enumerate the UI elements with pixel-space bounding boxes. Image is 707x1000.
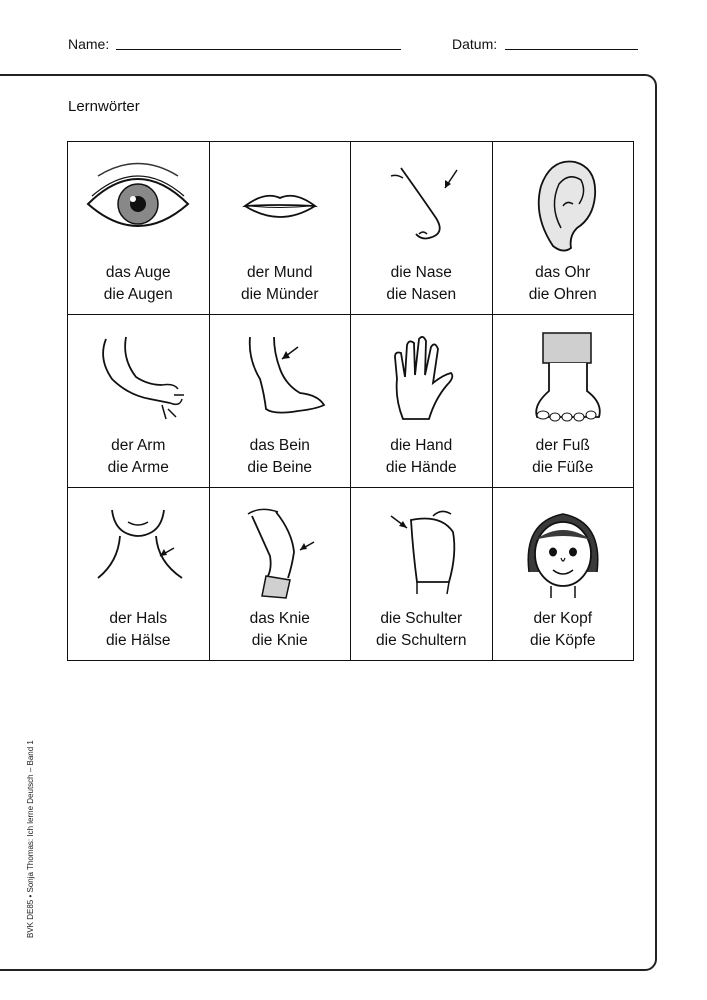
- date-label: Datum:: [452, 36, 498, 52]
- mouth-icon: [220, 156, 340, 256]
- vocab-card: [68, 488, 210, 661]
- shoulder-icon: [361, 502, 481, 602]
- singular-label: der Hals: [109, 610, 168, 627]
- arm-icon: [78, 329, 198, 429]
- leg-icon: [220, 329, 340, 429]
- plural-label: die Ohren: [528, 286, 597, 303]
- eye-icon: [78, 156, 198, 256]
- head-icon: [503, 502, 623, 602]
- ear-icon: [503, 156, 623, 256]
- section-heading: Lernwörter: [68, 98, 140, 115]
- singular-label: der Arm: [111, 437, 166, 454]
- vocabulary-grid: [67, 141, 634, 661]
- hand-icon: [361, 329, 481, 429]
- plural-label: die Füße: [532, 459, 594, 476]
- vocab-card: [210, 488, 352, 661]
- date-field-line[interactable]: [505, 49, 638, 50]
- vocab-card: [493, 488, 635, 661]
- singular-label: das Bein: [249, 437, 310, 454]
- vocab-card: [493, 142, 635, 315]
- vocab-card: [351, 142, 493, 315]
- side-credit: BVK DE85 • Sonja Thomas: Ich lerne Deutsch – Band 1: [26, 740, 35, 938]
- neck-icon: [78, 502, 198, 602]
- plural-label: die Beine: [247, 459, 313, 476]
- singular-label: die Hand: [390, 437, 453, 454]
- singular-label: die Schulter: [380, 610, 463, 627]
- worksheet-header: [0, 36, 707, 60]
- vocab-card: [210, 142, 352, 315]
- nose-icon: [361, 156, 481, 256]
- singular-label: das Ohr: [535, 264, 591, 281]
- vocab-card: [351, 488, 493, 661]
- name-label: Name:: [68, 36, 110, 52]
- plural-label: die Augen: [103, 286, 173, 303]
- singular-label: der Mund: [247, 264, 313, 281]
- plural-label: die Köpfe: [530, 632, 596, 649]
- singular-label: das Auge: [105, 264, 171, 281]
- plural-label: die Knie: [251, 632, 308, 649]
- plural-label: die Hälse: [105, 632, 171, 649]
- singular-label: die Nase: [390, 264, 452, 281]
- foot-icon: [503, 329, 623, 429]
- singular-label: der Kopf: [533, 610, 593, 627]
- plural-label: die Hände: [385, 459, 457, 476]
- name-field-line[interactable]: [116, 49, 401, 50]
- plural-label: die Arme: [107, 459, 169, 476]
- plural-label: die Münder: [240, 286, 319, 303]
- vocab-card: [493, 315, 635, 488]
- vocab-card: [210, 315, 352, 488]
- vocab-card: [68, 315, 210, 488]
- singular-label: der Fuß: [535, 437, 590, 454]
- vocab-card: [351, 315, 493, 488]
- singular-label: das Knie: [249, 610, 310, 627]
- knee-icon: [220, 502, 340, 602]
- plural-label: die Nasen: [386, 286, 457, 303]
- plural-label: die Schultern: [376, 632, 467, 649]
- vocab-card: [68, 142, 210, 315]
